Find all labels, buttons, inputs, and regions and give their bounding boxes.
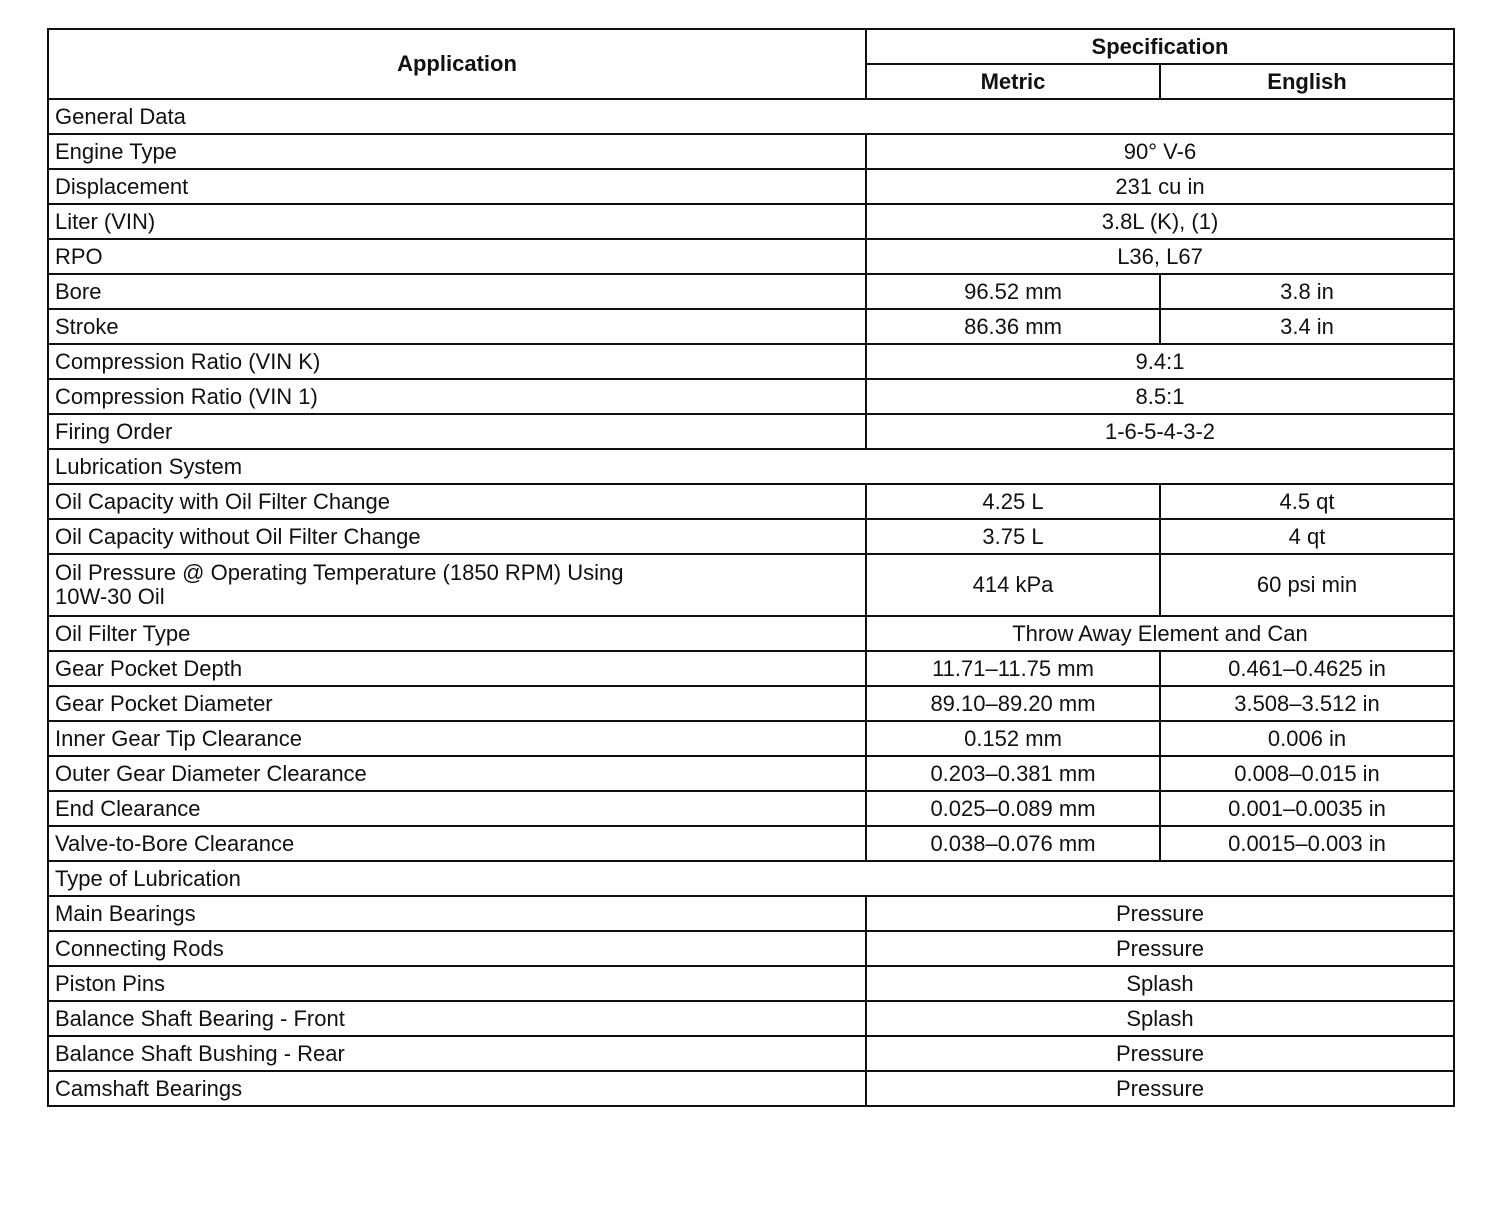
row-label: Stroke (48, 309, 866, 344)
table-row (48, 484, 1454, 519)
row-value: 8.5:1 (866, 379, 1454, 414)
section-title: Lubrication System (48, 449, 1454, 484)
row-english: 3.4 in (1160, 309, 1454, 344)
table-row (48, 931, 1454, 966)
row-metric: 86.36 mm (866, 309, 1160, 344)
metric-header: Metric (866, 64, 1160, 99)
row-value: L36, L67 (866, 239, 1454, 274)
row-label: Gear Pocket Depth (48, 651, 866, 686)
row-value: 3.8L (K), (1) (866, 204, 1454, 239)
english-header: English (1160, 64, 1454, 99)
row-label: Inner Gear Tip Clearance (48, 721, 866, 756)
table-row (48, 721, 1454, 756)
row-english: 0.008–0.015 in (1160, 756, 1454, 791)
table-row (48, 169, 1454, 204)
row-english: 4.5 qt (1160, 484, 1454, 519)
row-label: End Clearance (48, 791, 866, 826)
section-row-lubrication-system (48, 449, 1454, 484)
table-row (48, 616, 1454, 651)
row-value: 9.4:1 (866, 344, 1454, 379)
row-label: Oil Capacity without Oil Filter Change (48, 519, 866, 554)
row-english: 3.8 in (1160, 274, 1454, 309)
row-value: 1-6-5-4-3-2 (866, 414, 1454, 449)
section-title: General Data (48, 99, 1454, 134)
table-row (48, 239, 1454, 274)
table-row (48, 651, 1454, 686)
row-metric: 89.10–89.20 mm (866, 686, 1160, 721)
row-english: 60 psi min (1160, 554, 1454, 616)
table-row (48, 896, 1454, 931)
row-label: Bore (48, 274, 866, 309)
table-row (48, 1001, 1454, 1036)
row-label: Engine Type (48, 134, 866, 169)
table-row (48, 1071, 1454, 1106)
row-value: 90° V-6 (866, 134, 1454, 169)
row-value: Splash (866, 966, 1454, 1001)
row-value: Pressure (866, 896, 1454, 931)
table-row (48, 309, 1454, 344)
row-metric: 0.203–0.381 mm (866, 756, 1160, 791)
table-row (48, 686, 1454, 721)
engine-specifications-table (47, 28, 1455, 1107)
row-label: Firing Order (48, 414, 866, 449)
row-value: Pressure (866, 1071, 1454, 1106)
row-english: 0.0015–0.003 in (1160, 826, 1454, 861)
row-value: Pressure (866, 931, 1454, 966)
row-label: Outer Gear Diameter Clearance (48, 756, 866, 791)
row-metric: 0.038–0.076 mm (866, 826, 1160, 861)
section-title: Type of Lubrication (48, 861, 1454, 896)
table-row (48, 379, 1454, 414)
table-row (48, 791, 1454, 826)
specification-header: Specification (866, 29, 1454, 64)
row-metric: 96.52 mm (866, 274, 1160, 309)
row-label: Main Bearings (48, 896, 866, 931)
row-label: RPO (48, 239, 866, 274)
section-row-type-of-lubrication (48, 861, 1454, 896)
row-metric: 414 kPa (866, 554, 1160, 616)
row-label: Liter (VIN) (48, 204, 866, 239)
row-english: 3.508–3.512 in (1160, 686, 1454, 721)
row-label: Oil Filter Type (48, 616, 866, 651)
table-row (48, 966, 1454, 1001)
table-row (48, 756, 1454, 791)
row-label: Oil Capacity with Oil Filter Change (48, 484, 866, 519)
row-label-line-2: 10W-30 Oil (55, 584, 165, 609)
row-value: Throw Away Element and Can (866, 616, 1454, 651)
row-label-line-1: Oil Pressure @ Operating Temperature (1850 RPM) Using (55, 560, 624, 585)
row-value: Splash (866, 1001, 1454, 1036)
row-label: Compression Ratio (VIN K) (48, 344, 866, 379)
row-metric: 11.71–11.75 mm (866, 651, 1160, 686)
table-row (48, 414, 1454, 449)
row-english: 0.006 in (1160, 721, 1454, 756)
table-row (48, 204, 1454, 239)
row-label: Displacement (48, 169, 866, 204)
row-english: 0.001–0.0035 in (1160, 791, 1454, 826)
row-value: Pressure (866, 1036, 1454, 1071)
table-row (48, 344, 1454, 379)
table-row (48, 519, 1454, 554)
table-row (48, 134, 1454, 169)
row-metric: 0.025–0.089 mm (866, 791, 1160, 826)
row-value: 231 cu in (866, 169, 1454, 204)
row-label: Compression Ratio (VIN 1) (48, 379, 866, 414)
table-row (48, 274, 1454, 309)
row-label (48, 554, 866, 616)
row-label: Balance Shaft Bushing - Rear (48, 1036, 866, 1071)
row-label: Balance Shaft Bearing - Front (48, 1001, 866, 1036)
section-row-general-data (48, 99, 1454, 134)
application-header: Application (48, 29, 866, 99)
row-english: 4 qt (1160, 519, 1454, 554)
row-label: Gear Pocket Diameter (48, 686, 866, 721)
table-row (48, 1036, 1454, 1071)
table-row (48, 554, 1454, 616)
row-metric: 0.152 mm (866, 721, 1160, 756)
row-label: Piston Pins (48, 966, 866, 1001)
row-label: Valve-to-Bore Clearance (48, 826, 866, 861)
row-metric: 3.75 L (866, 519, 1160, 554)
row-label: Connecting Rods (48, 931, 866, 966)
row-label: Camshaft Bearings (48, 1071, 866, 1106)
row-metric: 4.25 L (866, 484, 1160, 519)
table-row (48, 826, 1454, 861)
row-english: 0.461–0.4625 in (1160, 651, 1454, 686)
